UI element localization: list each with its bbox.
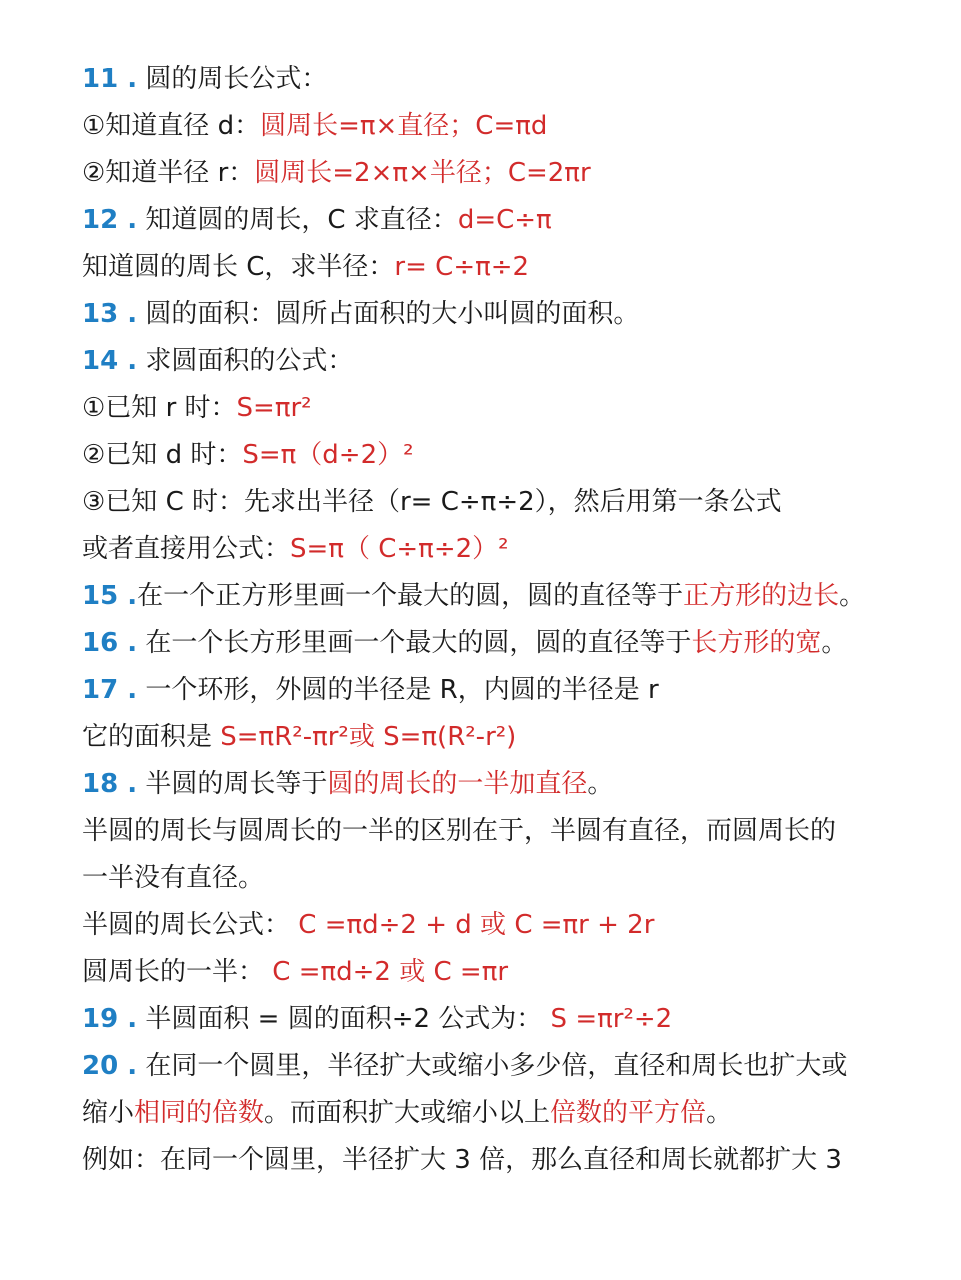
item-number: 16 . <box>82 628 138 658</box>
text-segment: 例如：在同一个圆里，半径扩大 3 倍，那么直径和周长就都扩大 3 <box>82 1145 842 1175</box>
item-number: 20 . <box>82 1051 138 1081</box>
highlight-text: C =πd÷2 + d 或 C =πr + 2r <box>290 910 655 940</box>
highlight-text: C =πd÷2 或 C =πr <box>264 957 509 987</box>
text-segment: ①已知 r 时： <box>82 393 237 423</box>
item-number: 12 . <box>82 205 138 235</box>
text-line <box>82 197 901 244</box>
item-number: 18 . <box>82 769 138 799</box>
text-segment: ③已知 C 时：先求出半径（r= C÷π÷2），然后用第一条公式 <box>82 487 782 517</box>
text-segment: 。 <box>587 769 614 799</box>
text-line <box>82 714 901 761</box>
text-line <box>82 667 901 714</box>
text-line <box>82 385 901 432</box>
highlight-text: 正方形的边长 <box>683 581 840 611</box>
text-line <box>82 902 901 949</box>
highlight-text: S=π（ C÷π÷2）² <box>290 534 509 564</box>
text-line <box>82 1043 901 1090</box>
text-segment: 圆的周长公式： <box>137 64 328 94</box>
text-segment: ②已知 d 时： <box>82 440 243 470</box>
text-line <box>82 1137 901 1184</box>
text-line <box>82 526 901 573</box>
highlight-text: S=πR²-πr²或 S=π(R²-r²) <box>220 722 517 752</box>
highlight-text: S=πr² <box>236 393 312 423</box>
item-number: 14 . <box>82 346 138 376</box>
text-segment: 。 <box>821 628 848 658</box>
text-segment: 或者直接用公式： <box>82 534 291 564</box>
text-line <box>82 338 901 385</box>
text-segment: 。 <box>706 1098 733 1128</box>
item-number: 15 . <box>82 581 138 611</box>
text-line <box>82 56 901 103</box>
text-segment: ①知道直径 d： <box>82 111 261 141</box>
text-segment: 它的面积是 <box>82 722 221 752</box>
text-line <box>82 808 901 855</box>
highlight-text: 圆周长=2×π×半径；C=2πr <box>254 158 591 188</box>
text-segment: ②知道半径 r： <box>82 158 255 188</box>
text-line <box>82 573 901 620</box>
text-segment: 半圆的周长公式： <box>82 910 291 940</box>
highlight-text: S=π（d÷2）² <box>242 440 414 470</box>
text-line <box>82 291 901 338</box>
text-segment: 知道圆的周长，C 求直径： <box>137 205 458 235</box>
highlight-text: S =πr²÷2 <box>542 1004 673 1034</box>
highlight-text: r= C÷π÷2 <box>394 252 530 282</box>
document-body <box>82 56 901 1184</box>
highlight-text: 圆周长=π×直径；C=πd <box>260 111 548 141</box>
text-segment: 一个环形，外圆的半径是 R，内圆的半径是 r <box>137 675 659 705</box>
text-segment: 求圆面积的公式： <box>137 346 354 376</box>
highlight-text: 倍数的平方倍 <box>550 1098 707 1128</box>
item-number: 19 . <box>82 1004 138 1034</box>
text-line <box>82 996 901 1043</box>
text-segment: 在一个长方形里画一个最大的圆，圆的直径等于 <box>137 628 692 658</box>
text-segment: 在同一个圆里，半径扩大或缩小多少倍，直径和周长也扩大或 <box>137 1051 848 1081</box>
highlight-text: 长方形的宽 <box>691 628 822 658</box>
text-line <box>82 244 901 291</box>
text-line <box>82 620 901 667</box>
text-segment: 。而面积扩大或缩小以上 <box>264 1098 551 1128</box>
text-segment: 半圆面积 = 圆的面积÷2 公式为： <box>137 1004 543 1034</box>
item-number: 17 . <box>82 675 138 705</box>
text-segment: 半圆的周长与圆周长的一半的区别在于，半圆有直径，而圆周长的 <box>82 816 837 846</box>
text-segment: 在一个正方形里画一个最大的圆，圆的直径等于 <box>137 581 684 611</box>
text-segment: 半圆的周长等于 <box>137 769 328 799</box>
text-line <box>82 761 901 808</box>
highlight-text: 圆的周长的一半加直径 <box>327 769 588 799</box>
text-line <box>82 855 901 902</box>
text-line <box>82 1090 901 1137</box>
text-segment: 知道圆的周长 C，求半径： <box>82 252 395 282</box>
text-line <box>82 103 901 150</box>
item-number: 13 . <box>82 299 138 329</box>
text-segment: 一半没有直径。 <box>82 863 265 893</box>
text-segment: 缩小 <box>82 1098 135 1128</box>
text-segment: 圆周长的一半： <box>82 957 265 987</box>
highlight-text: 相同的倍数 <box>134 1098 265 1128</box>
text-line <box>82 432 901 479</box>
text-line <box>82 479 901 526</box>
text-segment: 圆的面积：圆所占面积的大小叫圆的面积。 <box>137 299 640 329</box>
highlight-text: d=C÷π <box>457 205 552 235</box>
text-segment: 。 <box>839 581 866 611</box>
text-line <box>82 150 901 197</box>
item-number: 11 . <box>82 64 138 94</box>
text-line <box>82 949 901 996</box>
